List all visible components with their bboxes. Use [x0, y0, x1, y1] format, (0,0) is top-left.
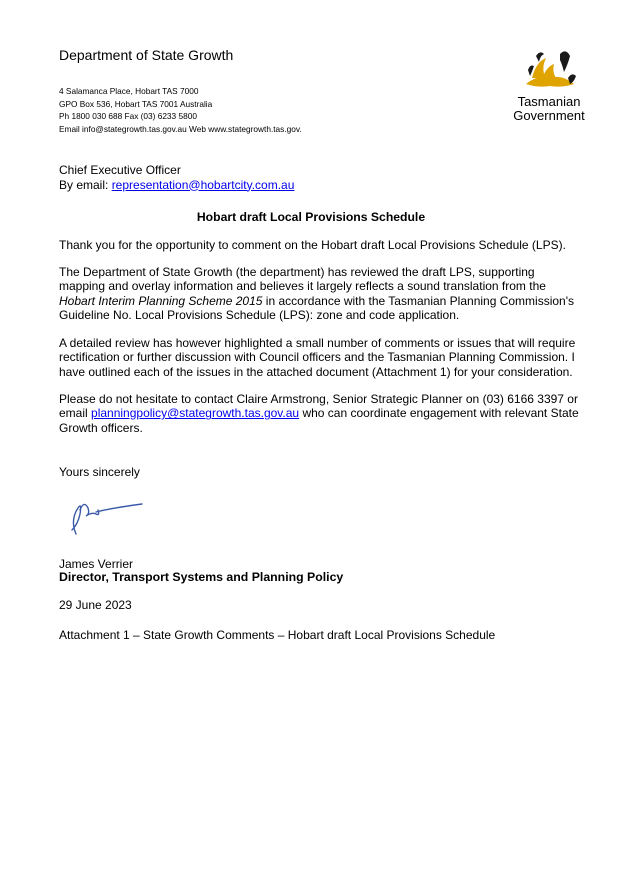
letter-subject: Hobart draft Local Provisions Schedule — [196, 210, 426, 224]
paragraph-line: The Department of State Growth (the department) has reviewed the draft LPS, supporting — [59, 265, 535, 279]
scheme-name: Hobart Interim Planning Scheme 2015 — [59, 293, 263, 308]
address-line: GPO Box 536, Hobart TAS 7001 Australia — [59, 98, 213, 109]
email-suffix: who can coordinate engagement with relevant State — [299, 406, 579, 421]
paragraph-line: Guideline No. Local Provisions Schedule (LPS): zone and code application. — [59, 307, 460, 322]
logo-text-tasmanian: Tasmanian — [517, 94, 581, 109]
recipient-email-line — [59, 178, 294, 193]
paragraph-line — [59, 406, 579, 421]
attachment-note: Attachment 1 – State Growth Comments – Hobart draft Local Provisions Schedule — [59, 628, 496, 642]
address-line: 4 Salamanca Place, Hobart TAS 7000 — [59, 86, 199, 96]
address-line: Email info@stategrowth.tas.gov.au Web www.stategrowth.tas.gov. — [59, 124, 302, 135]
by-email-label: By email: — [59, 177, 112, 192]
paragraph-line-rest: in accordance with the Tasmanian Planning Commission's — [262, 293, 575, 308]
paragraph-line: Please do not hesitate to contact Claire Armstrong, Senior Strategic Planner on (03) 6166 3397 or — [59, 392, 578, 406]
email-prefix: email — [59, 406, 92, 421]
paragraph-contact — [59, 392, 579, 435]
address-line: Ph 1800 030 688 Fax (03) 6233 5800 — [59, 111, 197, 122]
address-block — [59, 85, 302, 136]
recipient-title: Chief Executive Officer — [59, 163, 181, 177]
paragraph-line — [59, 293, 575, 308]
paragraph-line: have outlined each of the issues in the attached document (Attachment 1) for your consideration. — [59, 364, 573, 379]
logo-text-government: Government — [513, 108, 585, 123]
planning-policy-email-link[interactable]: planningpolicy@stategrowth.tas.gov.au — [91, 406, 300, 421]
recipient-block — [59, 163, 294, 192]
closing-salutation: Yours sincerely — [59, 465, 140, 479]
paragraph-line: mapping and overlay information and believes it largely reflects a sound translation from the — [59, 279, 546, 294]
signatory-title: Director, Transport Systems and Planning Policy — [59, 570, 344, 584]
recipient-email-link[interactable]: representation@hobartcity.com.au — [111, 177, 295, 192]
letter-date: 29 June 2023 — [59, 598, 132, 612]
paragraph-detailed-review — [59, 336, 576, 379]
paragraph-line: Growth officers. — [59, 420, 143, 435]
signatory-name: James Verrier — [59, 557, 134, 571]
department-name: Department of State Growth — [59, 47, 234, 63]
paragraph-review — [59, 265, 575, 322]
paragraph-line: rectification or further discussion with Council officers and the Tasmanian Planning Commission. I — [59, 350, 575, 365]
paragraph-thanks: Thank you for the opportunity to comment on the Hobart draft Local Provisions Schedule (LPS). — [59, 238, 566, 252]
signature-image — [62, 490, 146, 538]
paragraph-line: A detailed review has however highlighted a small number of comments or issues that will require — [59, 336, 576, 350]
